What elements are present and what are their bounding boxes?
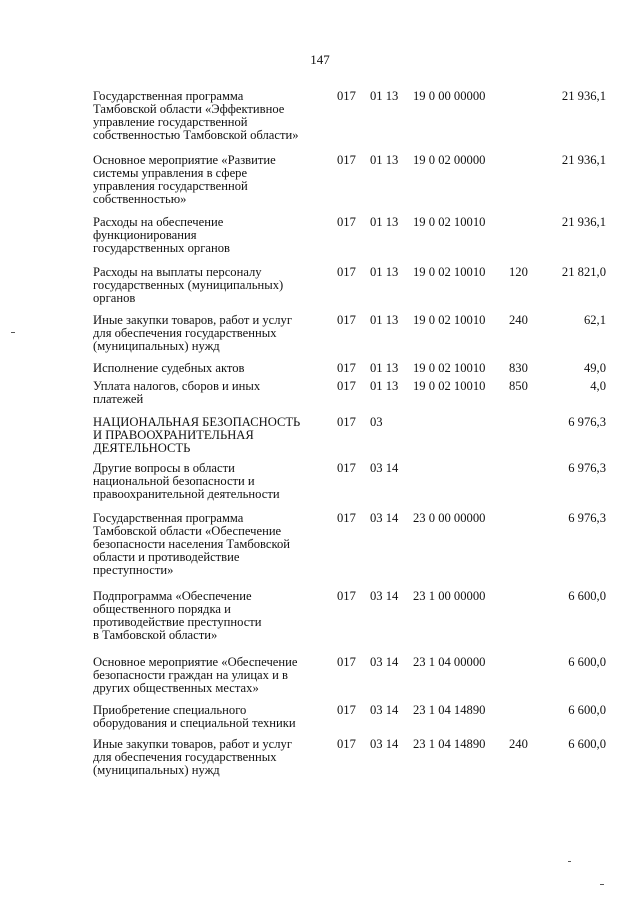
row-admin-code: 017 [337,265,356,279]
row-section-code: 01 13 [370,89,399,103]
row-amount: 49,0 [583,361,606,375]
row-amount: 6 600,0 [568,589,606,603]
row-admin-code: 017 [337,461,356,475]
row-name: Иные закупки товаров, работ и услуг для обеспечения государственных (муниципальных) нужд [93,313,293,353]
row-name: Расходы на обеспечение функционирования государственных органов [93,215,230,255]
row-target-code: 23 1 04 00000 [413,655,486,669]
scan-mark [568,861,571,862]
row-admin-code: 017 [337,737,356,751]
page-number: 147 [310,52,330,67]
row-name: Основное мероприятие «Развитие системы управления в сфере управления государственной собственностью» [93,153,276,206]
row-section-code: 01 13 [370,313,399,327]
row-name: Расходы на выплаты персоналу государственных (муниципальных) органов [93,265,284,305]
row-expense-type: 240 [509,313,528,327]
row-section-code: 01 13 [370,379,399,393]
row-name: Государственная программа Тамбовской области «Эффективное управление государственной собственностью Тамбовской области» [93,89,299,142]
scan-mark [11,332,15,333]
row-amount: 6 600,0 [568,703,606,717]
row-admin-code: 017 [337,215,356,229]
row-section-code: 03 14 [370,737,399,751]
row-target-code: 19 0 00 00000 [413,89,486,103]
row-expense-type: 120 [509,265,528,279]
row-admin-code: 017 [337,655,356,669]
row-name: Подпрограмма «Обеспечение общественного порядка и противодействие преступности в Тамбовской области» [93,589,262,642]
row-name: Приобретение специального оборудования и специальной техники [93,703,296,730]
row-target-code: 19 0 02 10010 [413,215,486,229]
row-amount: 6 976,3 [568,415,606,429]
row-target-code: 23 1 04 14890 [413,703,486,717]
row-target-code: 19 0 02 10010 [413,313,486,327]
row-target-code: 23 1 04 14890 [413,737,486,751]
row-name: Исполнение судебных актов [93,361,245,375]
row-target-code: 19 0 02 10010 [413,361,486,375]
row-amount: 21 821,0 [561,265,606,279]
row-name: Иные закупки товаров, работ и услуг для обеспечения государственных (муниципальных) нужд [93,737,293,777]
row-target-code: 19 0 02 10010 [413,379,486,393]
row-target-code: 19 0 02 10010 [413,265,486,279]
row-admin-code: 017 [337,703,356,717]
row-section-code: 03 14 [370,655,399,669]
row-target-code: 23 1 00 00000 [413,589,486,603]
row-admin-code: 017 [337,361,356,375]
row-section-code: 03 14 [370,461,399,475]
row-admin-code: 017 [337,511,356,525]
row-section-code: 01 13 [370,361,399,375]
row-admin-code: 017 [337,415,356,429]
row-name: Государственная программа Тамбовской области «Обеспечение безопасности населения Тамбовской области и противодействие преступности» [93,511,291,577]
row-expense-type: 830 [509,361,528,375]
row-target-code: 23 0 00 00000 [413,511,486,525]
row-section-code: 01 13 [370,265,399,279]
row-section-code: 01 13 [370,215,399,229]
row-amount: 21 936,1 [561,89,606,103]
row-amount: 4,0 [590,379,606,393]
row-section-code: 01 13 [370,153,399,167]
row-section-code: 03 14 [370,589,399,603]
row-amount: 6 976,3 [568,511,606,525]
row-amount: 6 976,3 [568,461,606,475]
row-admin-code: 017 [337,313,356,327]
row-admin-code: 017 [337,589,356,603]
row-name: Другие вопросы в области национальной безопасности и правоохранительной деятельности [93,461,280,501]
row-name: НАЦИОНАЛЬНАЯ БЕЗОПАСНОСТЬ И ПРАВООХРАНИТЕЛЬНАЯ ДЕЯТЕЛЬНОСТЬ [93,415,301,455]
row-section-code: 03 [370,415,383,429]
row-admin-code: 017 [337,153,356,167]
row-amount: 21 936,1 [561,153,606,167]
row-admin-code: 017 [337,379,356,393]
row-target-code: 19 0 02 00000 [413,153,486,167]
row-name: Уплата налогов, сборов и иных платежей [93,379,261,406]
row-expense-type: 850 [509,379,528,393]
row-section-code: 03 14 [370,703,399,717]
row-expense-type: 240 [509,737,528,751]
row-admin-code: 017 [337,89,356,103]
row-amount: 6 600,0 [568,737,606,751]
row-section-code: 03 14 [370,511,399,525]
row-name: Основное мероприятие «Обеспечение безопасности граждан на улицах и в других общественных местах» [93,655,298,695]
scan-mark [600,884,604,885]
row-amount: 6 600,0 [568,655,606,669]
row-amount: 62,1 [583,313,606,327]
row-amount: 21 936,1 [561,215,606,229]
